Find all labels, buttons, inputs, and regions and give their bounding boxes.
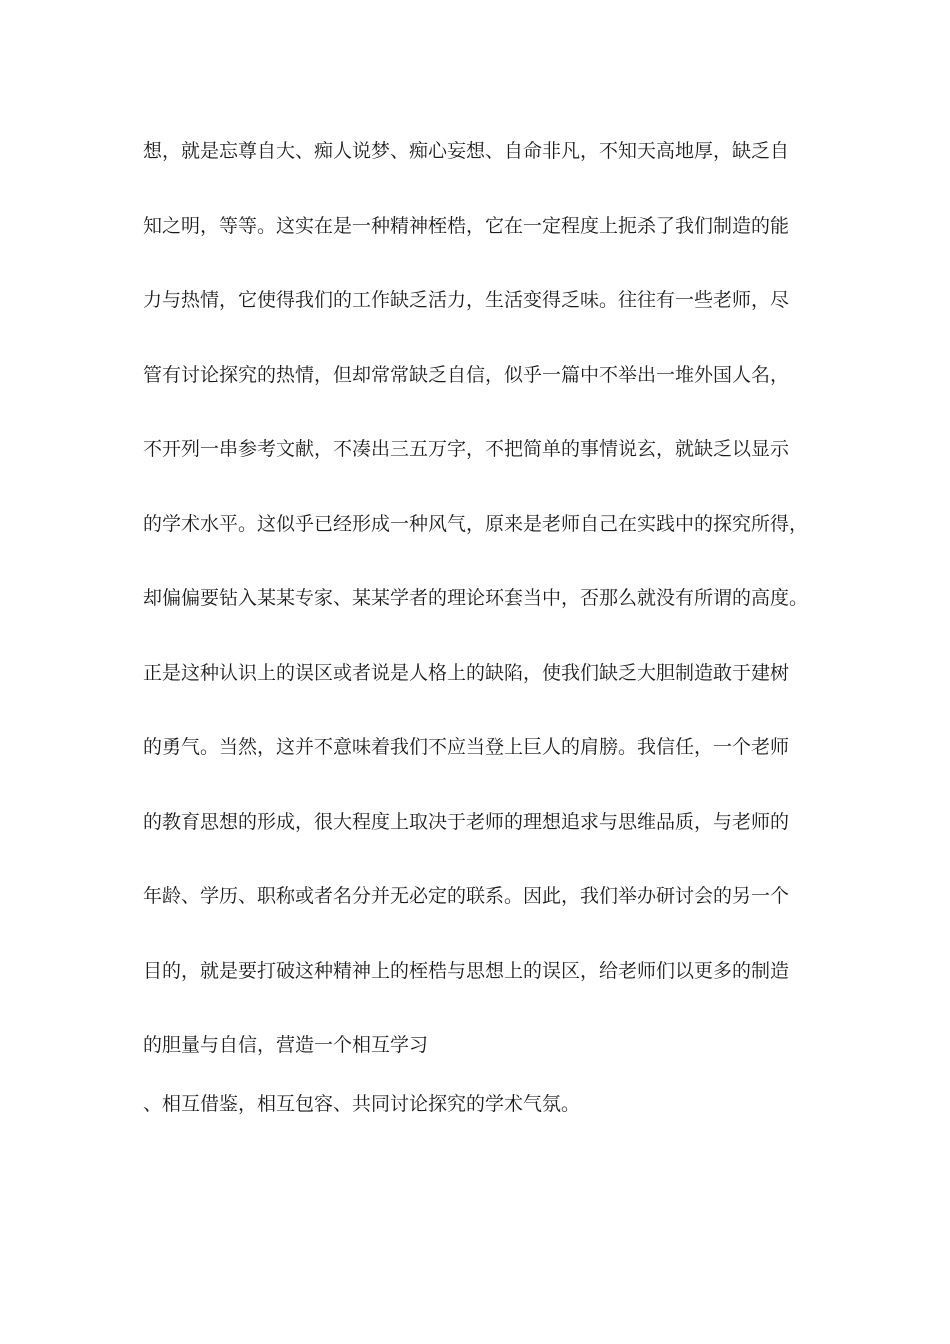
text-line: 目的，就是要打破这种精神上的桎梏与思想上的误区，给老师们以更多的制造 [143, 959, 790, 982]
text-line: 却偏偏要钻入某某专家、某某学者的理论环套当中，否那么就没有所谓的高度。 [143, 587, 809, 609]
text-line: 力与热情，它使得我们的工作缺乏活力，生活变得乏味。往往有一些老师，尽 [143, 289, 790, 311]
text-line: 知之明，等等。这实在是一种精神桎梏，它在一定程度上扼杀了我们制造的能 [143, 214, 790, 237]
text-line: 年龄、学历、职称或者名分并无必定的联系。因此，我们举办研讨会的另一个 [143, 885, 790, 907]
text-line: 正是这种认识上的误区或者说是人格上的缺陷，使我们缺乏大胆制造敢于建树 [143, 661, 790, 684]
text-line: 的学术水平。这似乎已经形成一种风气，原来是老师自己在实践中的探究所得， [143, 512, 809, 535]
text-line: 的教育思想的形成，很大程度上取决于老师的理想追求与思维品质，与老师的 [143, 810, 790, 833]
text-line: 不开列一串参考文献，不凑出三五万字，不把简单的事情说玄，就缺乏以显示 [143, 438, 790, 460]
body-text [143, 132, 823, 1160]
text-line: 的勇气。当然，这并不意味着我们不应当登上巨人的肩膀。我信任，一个老师 [143, 736, 790, 758]
text-line: 的胆量与自信，营造一个相互学习 [143, 1034, 429, 1056]
text-line: 管有讨论探究的热情，但却常常缺乏自信，似乎一篇中不举出一堆外国人名， [143, 363, 790, 386]
text-line: 想，就是忘尊自大、痴人说梦、痴心妄想、自命非凡，不知天高地厚，缺乏自 [143, 140, 790, 162]
text-line: 、相互借鉴，相互包容、共同讨论探究的学术气氛。 [143, 1093, 581, 1115]
